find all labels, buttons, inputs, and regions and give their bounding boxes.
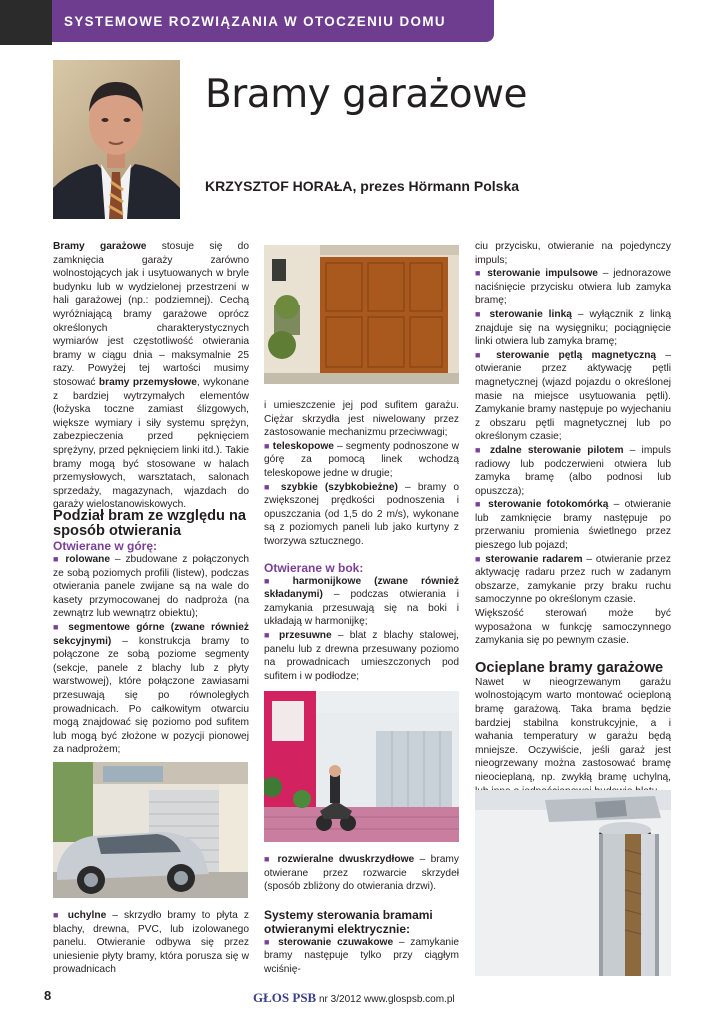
list-item-teleskopowe xyxy=(264,440,459,481)
item-text: – bramy otwierane przez rozwarcie skrzydeł (sposób zbliżony do otwierania drzwi). xyxy=(264,854,459,893)
photo-door-profile-detail xyxy=(475,790,671,976)
bullet-square-icon: ■ xyxy=(264,629,273,640)
item-term: uchylne xyxy=(67,910,107,921)
list-item-harmonijkowe xyxy=(264,575,459,629)
intro-text-2: , wykonane z bardziej wytrzymałych elementów (łożyska toczne zamiast ślizgowych, większe wymiary i siły systemu sprężyn, zabezpieczenia przed pęknięciem sprężyny, przed pęknięciem linki itd.). Takie bramy mogą być stosowane w halach przemysłowych, warsztatach, salonach sprzedaży, magazynach, wjazdach do garaży wielostanowiskowych. xyxy=(53,376,249,511)
column-1-bottom xyxy=(53,909,249,977)
list-item-radar xyxy=(475,553,671,607)
intro-bold-term: Bramy garażowe xyxy=(53,241,147,252)
item-text: – segmenty podnoszone w górę za pomocą linek wchodzą teleskopowe jedne w drugie; xyxy=(264,440,459,479)
bullet-square-icon: ■ xyxy=(264,936,273,947)
column-2-top xyxy=(264,399,459,683)
intro-text: stosuje się do zamknięcia garaży zarówno wolnostojących jak i usytuowanych w bryle budynku lub w wydzielonej przestrzeni w hali garażowej (np.: podziemnej). Cechą wyróżniającą bramy garażowe oprócz określonych charakterystycznych wymiarów jest częstotliwość otwierania bramy w ciągu dnia – maksymalnie 25 razy. Powyżej tej wartości musimy stosować xyxy=(53,241,250,388)
page-number: 8 xyxy=(44,988,52,1003)
paragraph-auto-close: Większość sterowań może być wyposażona w funkcję samoczynnego zamykania się po pewnym czasie. xyxy=(475,608,671,647)
list-item-linka xyxy=(475,308,671,349)
author-line: KRZYSZTOF HORAŁA, prezes Hörmann Polska xyxy=(205,178,520,194)
column-3-top xyxy=(475,240,671,798)
item-term: szybkie (szybkobieżne) xyxy=(280,481,398,493)
list-item-petla xyxy=(475,349,671,444)
item-term: sterowanie pętlą magnetyczną xyxy=(496,349,657,361)
column-2-bottom xyxy=(264,853,459,977)
section-header-band xyxy=(52,0,494,42)
item-term: harmonijkowe (zwane również składanymi) xyxy=(264,575,459,601)
bullet-square-icon: ■ xyxy=(475,268,483,279)
item-term: sterowanie czuwakowe xyxy=(278,936,394,948)
item-term: przesuwne xyxy=(279,629,332,641)
bullet-square-icon: ■ xyxy=(264,854,273,864)
bullet-square-icon: ■ xyxy=(53,554,61,564)
bullet-square-icon: ■ xyxy=(53,621,62,632)
paragraph-continuation: i umieszczenie jej pod sufitem garażu. Ciężar skrzydła jest niwelowany przez zastosowanie mechanizmu przeciwwagi; xyxy=(264,400,459,439)
list-item-rozwieralne xyxy=(264,853,459,894)
bullet-square-icon: ■ xyxy=(264,575,280,586)
intro-paragraph xyxy=(53,240,249,512)
item-text: – podczas otwierania i zamykania przesuwają się na boki i układają w harmonijkę; xyxy=(264,589,459,628)
issue-number: nr 3/2012 xyxy=(319,994,362,1005)
bullet-square-icon: ■ xyxy=(264,440,270,451)
item-term: teleskopowe xyxy=(272,440,334,452)
list-item-szybkie xyxy=(264,481,459,549)
photo-pink-house-garage xyxy=(264,691,459,842)
bullet-square-icon: ■ xyxy=(475,349,487,360)
list-item-przesuwne xyxy=(264,629,459,683)
bullet-square-icon: ■ xyxy=(475,553,482,564)
list-item-impulsowe xyxy=(475,267,671,308)
list-item-segmentowe xyxy=(53,621,249,757)
section-header-text: SYSTEMOWE ROZWIĄZANIA W OTOCZENIU DOMU xyxy=(64,13,446,29)
column-1-intro xyxy=(53,240,249,512)
bullet-square-icon: ■ xyxy=(475,444,484,455)
item-term: sterowanie radarem xyxy=(485,553,583,565)
item-term: rozwieralne dwuskrzydłowe xyxy=(277,854,415,865)
bullet-square-icon: ■ xyxy=(475,499,483,510)
photo-sectional-door-car xyxy=(53,762,248,898)
list-item-pilot xyxy=(475,444,671,498)
item-text: – konstrukcja bramy to połączone ze sobą poziome segmenty (sekcje, panele z blachy lub z płyty warstwowej), które połączone zawiasami przesuwają się po równoległych prowadnicach. Po całkowitym otwarciu mogą znajdować się poziomo pod sufitem lub mogą być złożone w pozycji pionowej za nadprożem; xyxy=(53,635,249,756)
list-item-rolowane xyxy=(53,553,249,621)
intro-bold-term-2: bramy przemysłowe xyxy=(98,376,197,388)
list-item-uchylne xyxy=(53,909,249,977)
bullet-square-icon: ■ xyxy=(53,910,62,920)
author-portrait xyxy=(53,60,180,219)
item-term: sterowanie fotokomórką xyxy=(488,499,609,511)
item-term: zdalne sterowanie pilotem xyxy=(489,444,624,456)
corner-block xyxy=(0,0,52,45)
item-text: – impuls radiowy lub podczerwieni otwiera lub zamyka bramę (albo podnosi lub opuszcza); xyxy=(475,444,671,497)
item-text: – skrzydło bramy to płyta z blachy, drewna, PVC, lub izolowanego panelu. Otwieranie odbywa się przez uniesienie płyty bramy, która porusza się w prowadnicach xyxy=(53,910,249,976)
item-text: – zamykanie bramy następuje tylko przy ciągłym wciśnię- xyxy=(264,936,459,975)
item-text: – otwieranie przez aktywację pętli magnetycznej (wjazd pojazdu o określonej masie na miejsce usytuowania pętli). Zamykanie bramy następuje po wyjechaniu z obszaru pętli magnetycznej lub po określonym czasie; xyxy=(475,349,671,443)
item-text: – jednorazowe naciśnięcie przycisku otwiera lub zamyka bramę; xyxy=(475,268,671,307)
list-item-fotokomorka xyxy=(475,498,671,552)
magazine-logo: GŁOS PSB xyxy=(253,990,317,1005)
item-term: sterowanie impulsowe xyxy=(487,268,598,280)
paragraph-insulated-doors: Nawet w nieogrzewanym garażu wolnostojącym warto montować ocieploną bramę garażową. Taka brama będzie bardziej stabilna konstrukcyjnie, a i wahania temperatury w garażu będą mniejsze. Oczywiście, jeśli garaż jest nieogrzewany można zastosować bramę nieocieplaną, np. zwykłą bramę uchylną, xyxy=(475,676,671,783)
item-text: – zbudowane z połączonych ze sobą poziomych profili (listew), podczas otwierania panele zwijane są na wale do kasety przymocowanej do nadproża (na zewnątrz lub wewnątrz obiektu); xyxy=(53,554,249,620)
item-text: – otwieranie lub zamknięcie bramy następuje po przerwaniu promienia świetlnego przez pieszego lub pojazd; xyxy=(475,499,672,552)
item-text: – otwieranie przez aktywację radaru przez ruch w zadanym obszarze, zamykanie przy braku ruchu samoczynne po określonym czasie. xyxy=(475,553,671,606)
item-text: – bramy o zwiększonej prędkości podnoszenia i opuszczania (od 1,5 do 2 m/s), wykonane są z poziomych paneli lub jako kurtyny z tworzywa sztucznego. xyxy=(264,481,459,547)
subheading-upward: Otwierane w górę: xyxy=(53,539,158,553)
item-term: segmentowe górne (zwane również sekcyjnymi) xyxy=(53,621,249,647)
article-title: Bramy garażowe xyxy=(205,72,527,117)
bullet-square-icon: ■ xyxy=(475,308,484,319)
item-text: – wyłącznik z linką znajduje się na wysięgniku; pociągnięcie linki otwiera lub zamyka bramę; xyxy=(475,308,671,348)
item-text: – blat z blachy stalowej, panelu lub z drewna przesuwany poziomo na prowadnicach umieszczonych pod sufitem i w podłodze; xyxy=(264,629,460,682)
footer-masthead xyxy=(253,990,455,1006)
photo-wooden-garage-door xyxy=(264,245,459,384)
column-1-section xyxy=(53,509,249,757)
item-term: sterowanie linką xyxy=(489,308,572,320)
heading-control-systems: Systemy sterowania bramami otwieranymi elektrycznie: xyxy=(264,907,433,936)
paragraph-continuation: ciu przycisku, otwieranie na pojedynczy impuls; xyxy=(475,241,671,266)
section-heading-division: Podział bram ze względu na sposób otwierania xyxy=(53,508,246,539)
subheading-sideways: Otwierane w bok: xyxy=(264,560,364,575)
bullet-square-icon: ■ xyxy=(264,481,274,492)
heading-insulated-doors: Ocieplane bramy garażowe xyxy=(475,659,664,676)
item-term: rolowane xyxy=(65,554,111,565)
list-item-czuwakowe xyxy=(264,936,459,977)
website-url: www.glospsb.com.pl xyxy=(364,994,455,1005)
